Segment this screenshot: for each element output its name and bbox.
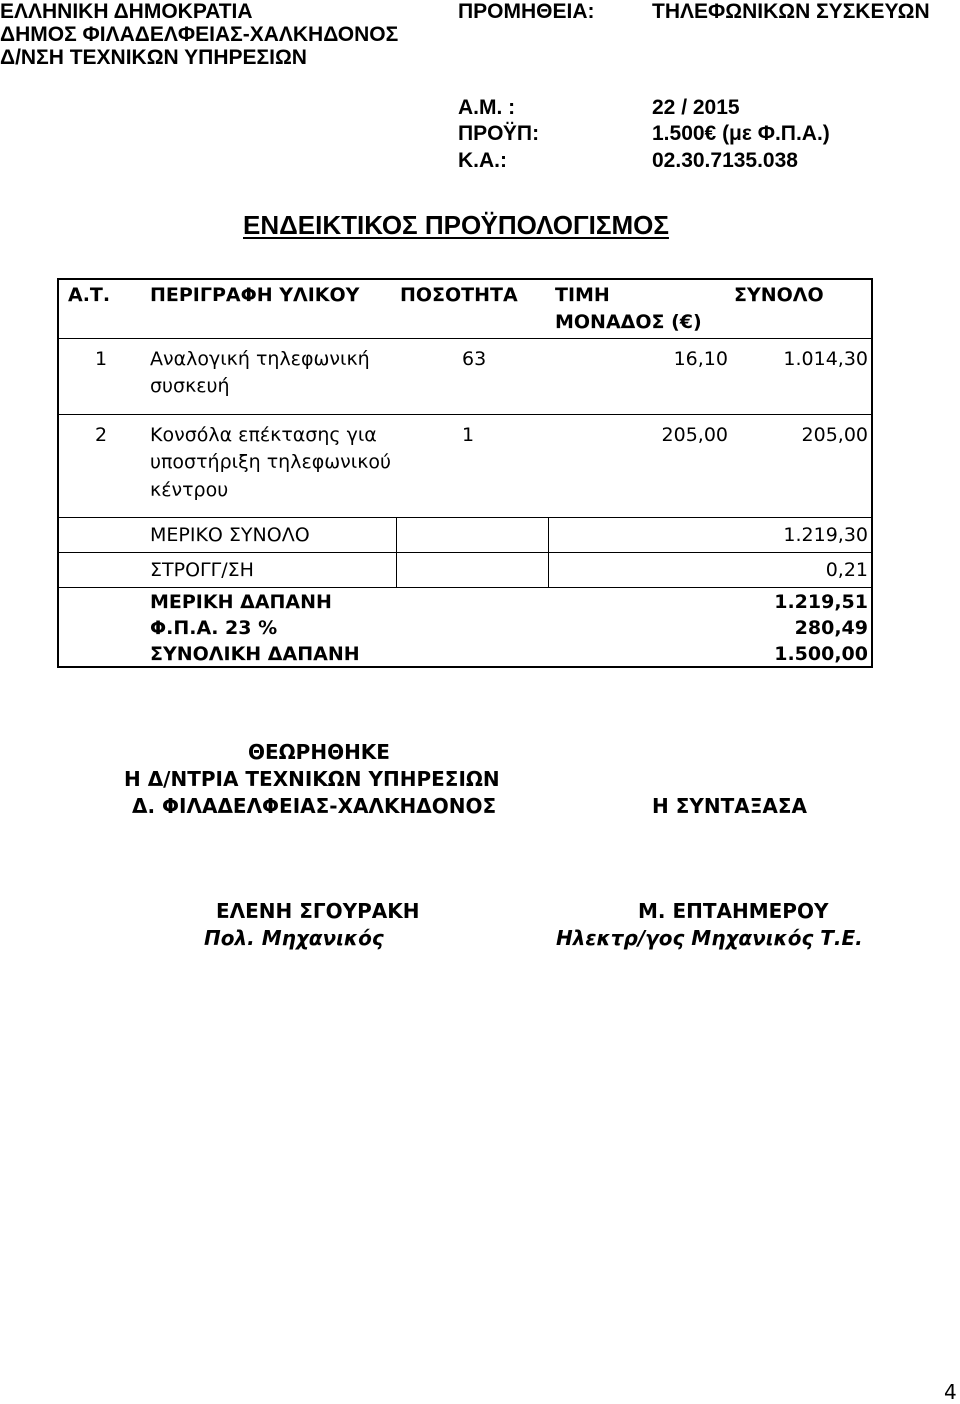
- header-total: ΣΥΝΟΛΟ: [734, 284, 824, 306]
- row1-total: 1.014,30: [783, 348, 868, 370]
- supply-value: ΤΗΛΕΦΩΝΙΚΩΝ ΣΥΣΚΕΥΩΝ: [652, 0, 930, 23]
- header-at: Α.Τ.: [68, 284, 111, 306]
- row2-desc-line2: υποστήριξη τηλεφωνικού: [150, 451, 392, 473]
- director-line-2: Δ. ΦΙΛΑΔΕΛΦΕΙΑΣ-ΧΑΛΚΗΔΟΝΟΣ: [132, 794, 497, 818]
- row2-price: 205,00: [661, 424, 728, 446]
- total-cost-label: ΣΥΝΟΛΙΚΗ ΔΑΠΑΝΗ: [150, 643, 360, 665]
- org-line-1: ΕΛΛΗΝΙΚΗ ΔΗΜΟΚΡΑΤΙΑ: [0, 0, 253, 23]
- header-description: ΠΕΡΙΓΡΑΦΗ ΥΛΙΚΟΥ: [150, 284, 360, 306]
- vat-label: Φ.Π.Α. 23 %: [150, 617, 278, 639]
- partial-cost-value: 1.219,51: [774, 591, 868, 613]
- director-line-1: Η Δ/ΝΤΡΙΑ ΤΕΧΝΙΚΩΝ ΥΠΗΡΕΣΙΩΝ: [124, 767, 500, 791]
- row2-at: 2: [95, 424, 108, 446]
- row2-desc-line3: κέντρου: [150, 479, 229, 501]
- left-signatory-name: ΕΛΕΝΗ ΣΓΟΥΡΑΚΗ: [216, 899, 420, 923]
- left-signatory-role: Πολ. Μηχανικός: [204, 926, 384, 950]
- right-signatory-role: Ηλεκτρ/γος Μηχανικός Τ.Ε.: [556, 926, 863, 950]
- rounding-label: ΣΤΡΟΓΓ/ΣΗ: [150, 559, 254, 581]
- total-cost-value: 1.500,00: [774, 643, 868, 665]
- page-number: 4: [944, 1380, 957, 1404]
- header-unit-price-2: ΜΟΝΑΔΟΣ (€): [555, 311, 702, 333]
- row1-desc-line2: συσκευή: [150, 375, 230, 397]
- row2-desc-line1: Κονσόλα επέκτασης για: [150, 424, 377, 446]
- budget-label: ΠΡΟΫΠ:: [458, 122, 540, 145]
- ka-value: 02.30.7135.038: [652, 149, 798, 172]
- row1-at: 1: [95, 348, 108, 370]
- supply-label: ΠΡΟΜΗΘΕΙΑ:: [458, 0, 595, 23]
- rounding-value: 0,21: [825, 559, 868, 581]
- row1-price: 16,10: [673, 348, 728, 370]
- partial-total-value: 1.219,30: [783, 524, 868, 546]
- org-line-3: Δ/ΝΣΗ ΤΕΧΝΙΚΩΝ ΥΠΗΡΕΣΙΩΝ: [0, 46, 307, 69]
- header-quantity: ΠΟΣΟΤΗΤΑ: [400, 284, 518, 306]
- budget-value: 1.500€ (με Φ.Π.Α.): [652, 122, 830, 145]
- partial-total-label: ΜΕΡΙΚΟ ΣΥΝΟΛΟ: [150, 524, 310, 546]
- partial-cost-label: ΜΕΡΙΚΗ ΔΑΠΑΝΗ: [150, 591, 332, 613]
- org-line-2: ΔΗΜΟΣ ΦΙΛΑΔΕΛΦΕΙΑΣ-ΧΑΛΚΗΔΟΝΟΣ: [0, 23, 399, 46]
- document-title: ΕΝΔΕΙΚΤΙΚΟΣ ΠΡΟΫΠΟΛΟΓΙΣΜΟΣ: [243, 210, 669, 240]
- row1-desc-line1: Αναλογική τηλεφωνική: [150, 348, 370, 370]
- composer-label: Η ΣΥΝΤΑΞΑΣΑ: [652, 794, 807, 818]
- am-label: Α.Μ. :: [458, 96, 516, 119]
- header-unit-price-1: ΤΙΜΗ: [555, 284, 610, 306]
- ka-label: Κ.Α.:: [458, 149, 507, 172]
- approved-label: ΘΕΩΡΗΘΗΚΕ: [248, 740, 390, 764]
- row2-total: 205,00: [801, 424, 868, 446]
- row2-qty: 1: [462, 424, 475, 446]
- row1-qty: 63: [462, 348, 487, 370]
- vat-value: 280,49: [794, 617, 868, 639]
- am-value: 22 / 2015: [652, 96, 740, 119]
- right-signatory-name: Μ. ΕΠΤΑΗΜΕΡΟΥ: [638, 899, 829, 923]
